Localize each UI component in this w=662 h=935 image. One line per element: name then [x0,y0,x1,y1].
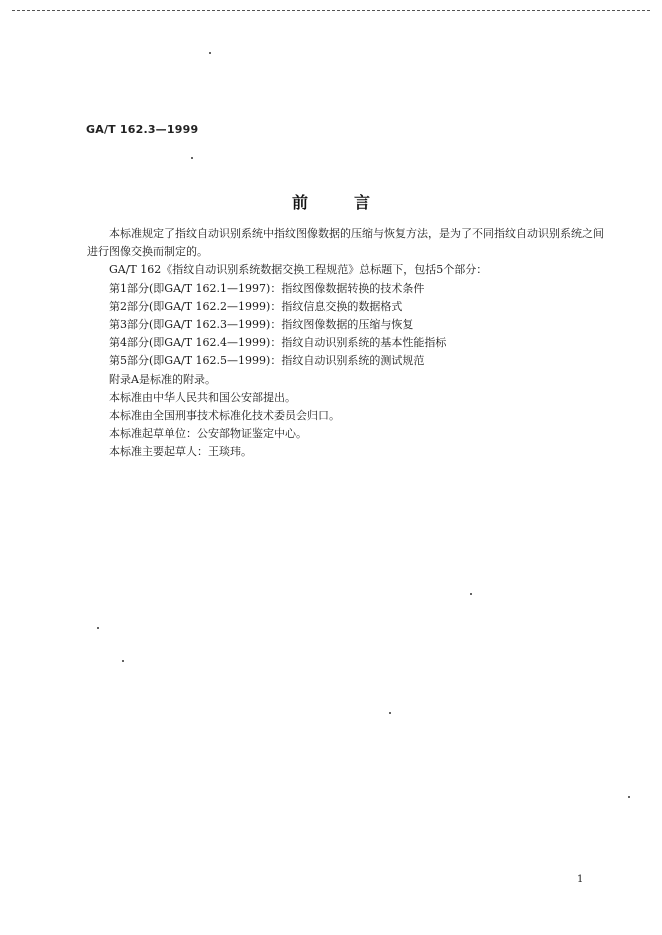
paragraph: 第3部分(即GA/T 162.3—1999)：指纹图像数据的压缩与恢复 [109,318,414,332]
paragraph: 第1部分(即GA/T 162.1—1997)：指纹图像数据转换的技术条件 [109,281,425,295]
paragraph: GA/T 162《指纹自动识别系统数据交换工程规范》总标题下，包括5个部分： [109,263,488,277]
paragraph: 第4部分(即GA/T 162.4—1999)：指纹自动识别系统的基本性能指标 [109,336,447,350]
scan-speck [191,157,193,159]
section-heading: 前言 [291,193,416,212]
scan-speck [209,52,211,54]
page-number: 1 [577,874,584,885]
paragraph: 本标准规定了指纹自动识别系统中指纹图像数据的压缩与恢复方法，是为了不同指纹自动识别系统之间进行图像交换而制定的。 [87,227,604,259]
scan-speck [470,593,472,595]
scan-speck [97,627,99,629]
paragraph: 本标准由全国刑事技术标准化技术委员会归口。 [109,409,340,423]
scan-speck [122,660,124,662]
foreword-body [87,225,607,462]
paragraph: 本标准主要起草人：王琰玮。 [109,445,252,459]
scan-speck [389,712,391,714]
paragraph: 本标准起草单位：公安部物证鉴定中心。 [109,427,307,441]
paragraph: 本标准由中华人民共和国公安部提出。 [109,390,296,404]
document-code: GA/T 162.3—1999 [86,123,199,136]
paragraph: 第5部分(即GA/T 162.5—1999)：指纹自动识别系统的测试规范 [109,354,425,368]
top-rule [12,10,650,11]
paragraph: 第2部分(即GA/T 162.2—1999)：指纹信息交换的数据格式 [109,299,403,313]
paragraph: 附录A是标准的附录。 [109,372,216,386]
scan-speck [628,796,630,798]
